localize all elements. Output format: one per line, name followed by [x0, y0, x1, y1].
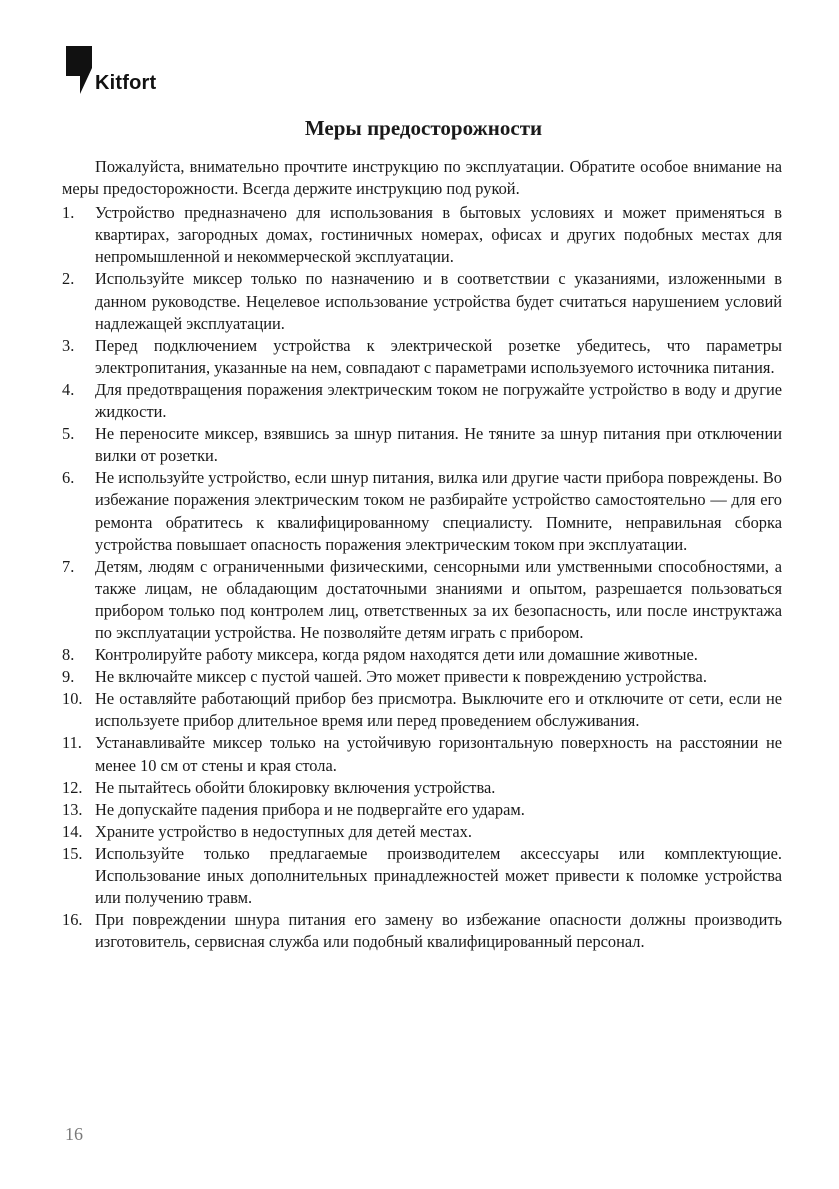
- list-item-number: 5.: [62, 424, 75, 444]
- brand-name: Kitfort: [95, 72, 157, 94]
- list-item-text: Не используйте устройство, если шнур питания, вилка или другие части прибора повреждены. Во избежание поражения электрическим током не разбирайте устройство самостоятельно — для его ремонта обратитесь к квалифицированному специалисту. Помните, неправильная сборка устройства повышает опасность поражения электрическим током при эксплуатации.: [95, 468, 782, 554]
- list-item: [62, 379, 782, 423]
- list-item-text: Храните устройство в недоступных для детей местах.: [95, 821, 472, 841]
- list-item-text: Устройство предназначено для использования в бытовых условиях и может применяться в квартирах, загородных домах, гостиничных номерах, офисах и других подобных местах для непромышленной и некоммерческой эксплуатации.: [95, 203, 782, 267]
- list-item-number: 13.: [62, 799, 83, 819]
- list-item: [62, 335, 782, 379]
- list-item-number: 4.: [62, 379, 75, 399]
- page-title: Меры предосторожности: [304, 116, 543, 140]
- list-item-text: Не включайте миксер с пустой чашей. Это может привести к повреждению устройства.: [95, 667, 707, 687]
- precautions-list: [62, 202, 782, 953]
- list-item-number: 11.: [62, 733, 82, 753]
- page-number: 16: [65, 1124, 83, 1144]
- list-item-number: 6.: [62, 468, 75, 488]
- list-item-text: Не оставляйте работающий прибор без присмотра. Выключите его и отключите от сети, если не используете прибор длительное время или перед проведением обслуживания.: [95, 689, 782, 731]
- list-item-text: Перед подключением устройства к электрической розетке убедитесь, что параметры электропитания, указанные на нем, совпадают с параметрами используемого источника питания.: [95, 335, 782, 377]
- list-item-text: Используйте только предлагаемые производителем аксессуары или комплектующие. Использование иных дополнительных принадлежностей может привести к поломке устройства или получению травм.: [95, 843, 782, 908]
- list-item: [62, 909, 782, 953]
- list-item: [62, 268, 782, 334]
- list-item: [62, 688, 782, 732]
- list-item-number: 7.: [62, 556, 75, 576]
- list-item: [62, 843, 782, 909]
- list-item: [62, 666, 782, 688]
- list-item-number: 2.: [62, 269, 75, 289]
- list-item-number: 9.: [62, 667, 75, 687]
- list-item-text: Не допускайте падения прибора и не подвергайте его ударам.: [95, 799, 525, 819]
- list-item: [62, 777, 782, 799]
- brand-logo: [66, 46, 156, 94]
- list-item-number: 15.: [62, 843, 83, 863]
- kitfort-logo-icon: [66, 46, 92, 94]
- list-item-text: Контролируйте работу миксера, когда рядом находятся дети или домашние животные.: [95, 645, 698, 665]
- list-item-number: 1.: [62, 203, 75, 223]
- list-item: [62, 467, 782, 555]
- list-item-number: 3.: [62, 335, 75, 355]
- list-item-number: 16.: [62, 910, 83, 930]
- list-item-text: Не пытайтесь обойти блокировку включения устройства.: [95, 777, 496, 797]
- list-item-text: Не переносите миксер, взявшись за шнур питания. Не тяните за шнур питания при отключении вилки от розетки.: [95, 424, 782, 466]
- list-item-text: Используйте миксер только по назначению и в соответствии с указаниями, изложенными в данном руководстве. Нецелевое использование устройства будет считаться нарушением условий надлежащей эксплуатации.: [95, 269, 782, 333]
- list-item: [62, 821, 782, 843]
- list-item: [62, 423, 782, 467]
- list-item: [62, 799, 782, 821]
- list-item: [62, 732, 782, 776]
- intro-paragraph: Пожалуйста, внимательно прочтите инструкцию по эксплуатации. Обратите особое внимание на меры предосторожности. Всегда держите инструкцию под рукой.: [62, 157, 782, 199]
- list-item-text: При повреждении шнура питания его замену во избежание опасности должны производить изготовитель, сервисная служба или подобный квалифицированный персонал.: [95, 910, 782, 952]
- list-item: [62, 556, 782, 644]
- list-item-text: Устанавливайте миксер только на устойчивую горизонтальную поверхность на расстоянии не менее 10 см от стены и края стола.: [95, 733, 782, 775]
- document-body: [62, 156, 782, 953]
- list-item-number: 10.: [62, 689, 83, 709]
- list-item-number: 12.: [62, 777, 83, 797]
- list-item-number: 14.: [62, 821, 83, 841]
- list-item: [62, 644, 782, 666]
- list-item-text: Для предотвращения поражения электрическим током не погружайте устройство в воду и другие жидкости.: [95, 379, 782, 422]
- list-item-text: Детям, людям с ограниченными физическими, сенсорными или умственными способностями, а также лицам, не обладающим достаточными знаниями и опытом, разрешается пользоваться прибором только под контролем лиц, ответственных за их безопасность, или после инструктажа по эксплуатации устройства. Не позволяйте детям играть с прибором.: [95, 556, 782, 642]
- list-item-number: 8.: [62, 645, 75, 665]
- list-item: [62, 202, 782, 268]
